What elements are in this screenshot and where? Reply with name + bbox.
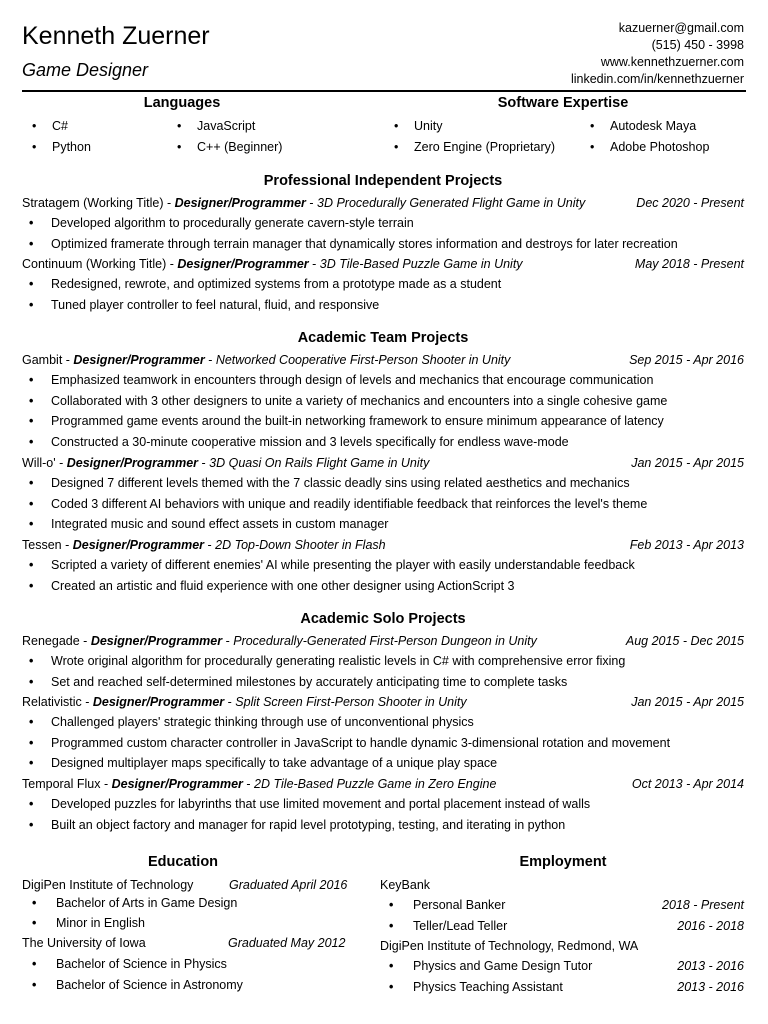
list-item: • Challenged players' strategic thinking through use of unconventional physics — [51, 712, 744, 733]
project-date: Jan 2015 - Apr 2015 — [631, 456, 744, 470]
employer-location: , Redmond, WA — [550, 939, 639, 953]
project-name: Renegade — [22, 634, 80, 648]
project-date: Jan 2015 - Apr 2015 — [631, 695, 744, 709]
languages-heading: Languages — [143, 95, 221, 111]
employer-name — [380, 936, 638, 956]
list-item: • Constructed a 30-minute cooperative mission and 3 levels specifically for endless wave-mode — [51, 432, 744, 453]
project-description: 2D Top-Down Shooter in Flash — [215, 538, 386, 552]
project-date: Dec 2020 - Present — [636, 196, 744, 210]
employer-title: KeyBank — [380, 878, 431, 892]
list-item: • Programmed custom character controller in JavaScript to handle dynamic 3-dimensional rotation and movement — [51, 733, 744, 754]
project-role: Designer/Programmer — [73, 353, 205, 367]
school-name: DigiPen Institute of Technology — [22, 878, 194, 892]
education-heading: Education — [147, 854, 219, 870]
list-item: • Programmed game events around the built-in networking framework to ensure minimum appearance of latency — [51, 411, 744, 432]
project-name: Stratagem (Working Title) — [22, 196, 164, 210]
project-date: Feb 2013 - Apr 2013 — [629, 538, 744, 552]
job-title: • Physics Teaching Assistant — [413, 977, 563, 997]
job-date: 2013 - 2016 — [677, 980, 744, 994]
project-bullets — [51, 370, 744, 453]
project-description: 2D Tile-Based Puzzle Game in Zero Engine — [254, 777, 497, 791]
degree-item: • Minor in English — [56, 913, 145, 933]
job-date: 2016 - 2018 — [677, 919, 744, 933]
language-item: • C++ (Beginner) — [197, 137, 282, 158]
project-date: Sep 2015 - Apr 2016 — [629, 353, 744, 367]
email-link[interactable]: kazuerner@gmail.com — [618, 21, 744, 35]
professional-projects-heading: Professional Independent Projects — [263, 173, 503, 189]
project-date: May 2018 - Present — [634, 257, 744, 271]
project-description: 3D Procedurally Generated Flight Game in Unity — [317, 196, 586, 210]
project-header: Renegade - Designer/Programmer - Procedurally-Generated First-Person Dungeon in Unity Aug 2015 - Dec 2015 — [22, 631, 744, 651]
header-divider — [22, 90, 746, 92]
project-header: Temporal Flux - Designer/Programmer - 2D Tile-Based Puzzle Game in Zero Engine Oct 2013 - Apr 2014 — [22, 774, 744, 794]
project-bullets — [51, 651, 744, 692]
project-bullets — [51, 473, 744, 535]
list-item: • Created an artistic and fluid experience with one other designer using ActionScript 3 — [51, 576, 744, 597]
list-item: • Collaborated with 3 other designers to unite a variety of mechanics and encounters into a single cohesive game — [51, 391, 744, 412]
project-bullets — [51, 712, 744, 774]
project-header: Gambit - Designer/Programmer - Networked Cooperative First-Person Shooter in Unity Sep 2015 - Apr 2016 — [22, 350, 744, 370]
project-date: Aug 2015 - Dec 2015 — [625, 634, 744, 648]
project-role: Designer/Programmer — [174, 196, 306, 210]
project-header: Relativistic - Designer/Programmer - Split Screen First-Person Shooter in Unity Jan 2015 - Apr 2015 — [22, 692, 744, 712]
project-name: Temporal Flux — [22, 777, 101, 791]
project-bullets — [51, 213, 744, 254]
list-item: • Set and reached self-determined milestones by accurately anticipating time to complete tasks — [51, 672, 744, 693]
list-item: • Scripted a variety of different enemies' AI while presenting the player with easily understandable feedback — [51, 555, 744, 576]
employment-heading: Employment — [519, 854, 607, 870]
project-role: Designer/Programmer — [177, 257, 309, 271]
candidate-title: Game Designer — [22, 60, 149, 80]
list-item: • Built an object factory and manager for rapid level prototyping, testing, and iterating in python — [51, 815, 744, 836]
software-heading: Software Expertise — [497, 95, 629, 111]
degree-item: • Bachelor of Science in Physics — [56, 954, 227, 974]
list-item: • Designed multiplayer maps specifically to take advantage of a unique play space — [51, 753, 744, 774]
job-date: 2013 - 2016 — [677, 959, 744, 973]
project-name: Continuum (Working Title) — [22, 257, 167, 271]
project-role: Designer/Programmer — [66, 456, 199, 470]
language-item: • Python — [52, 137, 91, 158]
list-item: • Designed 7 different levels themed with the 7 classic deadly sins using related aesthetics and mechanics — [51, 473, 744, 494]
language-item: • C# — [52, 116, 68, 137]
software-item: • Autodesk Maya — [610, 116, 696, 137]
project-bullets — [51, 794, 744, 835]
degree-item: • Bachelor of Science in Astronomy — [56, 975, 243, 995]
list-item: • Emphasized teamwork in encounters through design of levels and mechanics that encourage communication — [51, 370, 744, 391]
project-bullets — [51, 555, 744, 596]
graduation-date: Graduated April 2016 — [229, 878, 348, 892]
list-item: • Developed puzzles for labyrinths that use limited movement and portal placement instead of walls — [51, 794, 744, 815]
degree-item: • Bachelor of Arts in Game Design — [56, 893, 237, 913]
project-role: Designer/Programmer — [72, 538, 205, 552]
software-item: • Zero Engine (Proprietary) — [414, 137, 555, 158]
academic-team-heading: Academic Team Projects — [297, 330, 469, 346]
employer-name — [380, 875, 430, 895]
project-header: Continuum (Working Title) - Designer/Programmer - 3D Tile-Based Puzzle Game in Unity May 2018 - Present — [22, 254, 744, 274]
project-description: 3D Quasi On Rails Flight Game in Unity — [209, 456, 430, 470]
job-date: 2018 - Present — [662, 898, 744, 912]
candidate-name: Kenneth Zuerner — [22, 22, 210, 50]
project-role: Designer/Programmer — [92, 695, 225, 709]
website-link[interactable]: www.kennethzuerner.com — [600, 55, 744, 69]
project-description: Networked Cooperative First-Person Shooter in Unity — [215, 353, 511, 367]
project-name: Tessen — [22, 538, 62, 552]
software-item: • Adobe Photoshop — [610, 137, 709, 158]
language-item: • JavaScript — [197, 116, 255, 137]
employer-title: DigiPen Institute of Technology — [380, 939, 551, 953]
list-item: • Coded 3 different AI behaviors with unique and readily identifiable feedback that reinforces the level's theme — [51, 494, 744, 515]
project-header: Stratagem (Working Title) - Designer/Programmer - 3D Procedurally Generated Flight Game in Unity Dec 2020 - Present — [22, 193, 744, 213]
list-item: • Optimized framerate through terrain manager that dynamically stores information and destroys for later recreation — [51, 234, 744, 255]
project-name: Will-o' — [22, 456, 56, 470]
phone-number: (515) 450 - 3998 — [651, 38, 744, 52]
project-bullets — [51, 274, 744, 315]
project-name: Gambit — [22, 353, 63, 367]
graduation-date: Graduated May 2012 — [228, 936, 346, 950]
job-title: • Teller/Lead Teller — [413, 916, 507, 936]
project-header: Tessen - Designer/Programmer - 2D Top-Down Shooter in Flash Feb 2013 - Apr 2013 — [22, 535, 744, 555]
project-description: 3D Tile-Based Puzzle Game in Unity — [319, 257, 523, 271]
contact-block — [571, 20, 744, 88]
list-item: • Redesigned, rewrote, and optimized systems from a prototype made as a student — [51, 274, 744, 295]
project-description: Split Screen First-Person Shooter in Unity — [235, 695, 467, 709]
linkedin-link[interactable]: linkedin.com/in/kennethzuerner — [570, 72, 744, 86]
list-item: • Wrote original algorithm for procedurally generating realistic levels in C# with comprehensive error fixing — [51, 651, 744, 672]
academic-solo-heading: Academic Solo Projects — [300, 611, 466, 627]
project-name: Relativistic — [22, 695, 82, 709]
project-role: Designer/Programmer — [90, 634, 223, 648]
job-title: • Personal Banker — [413, 895, 505, 915]
list-item: • Developed algorithm to procedurally generate cavern-style terrain — [51, 213, 744, 234]
job-title: • Physics and Game Design Tutor — [413, 956, 592, 976]
project-description: Procedurally-Generated First-Person Dungeon in Unity — [233, 634, 537, 648]
list-item: • Tuned player controller to feel natural, fluid, and responsive — [51, 295, 744, 316]
software-item: • Unity — [414, 116, 442, 137]
school-name: The University of Iowa — [22, 936, 146, 950]
list-item: • Integrated music and sound effect assets in custom manager — [51, 514, 744, 535]
project-header: Will-o' - Designer/Programmer - 3D Quasi On Rails Flight Game in Unity Jan 2015 - Apr 2015 — [22, 453, 744, 473]
project-role: Designer/Programmer — [111, 777, 243, 791]
project-date: Oct 2013 - Apr 2014 — [631, 777, 744, 791]
